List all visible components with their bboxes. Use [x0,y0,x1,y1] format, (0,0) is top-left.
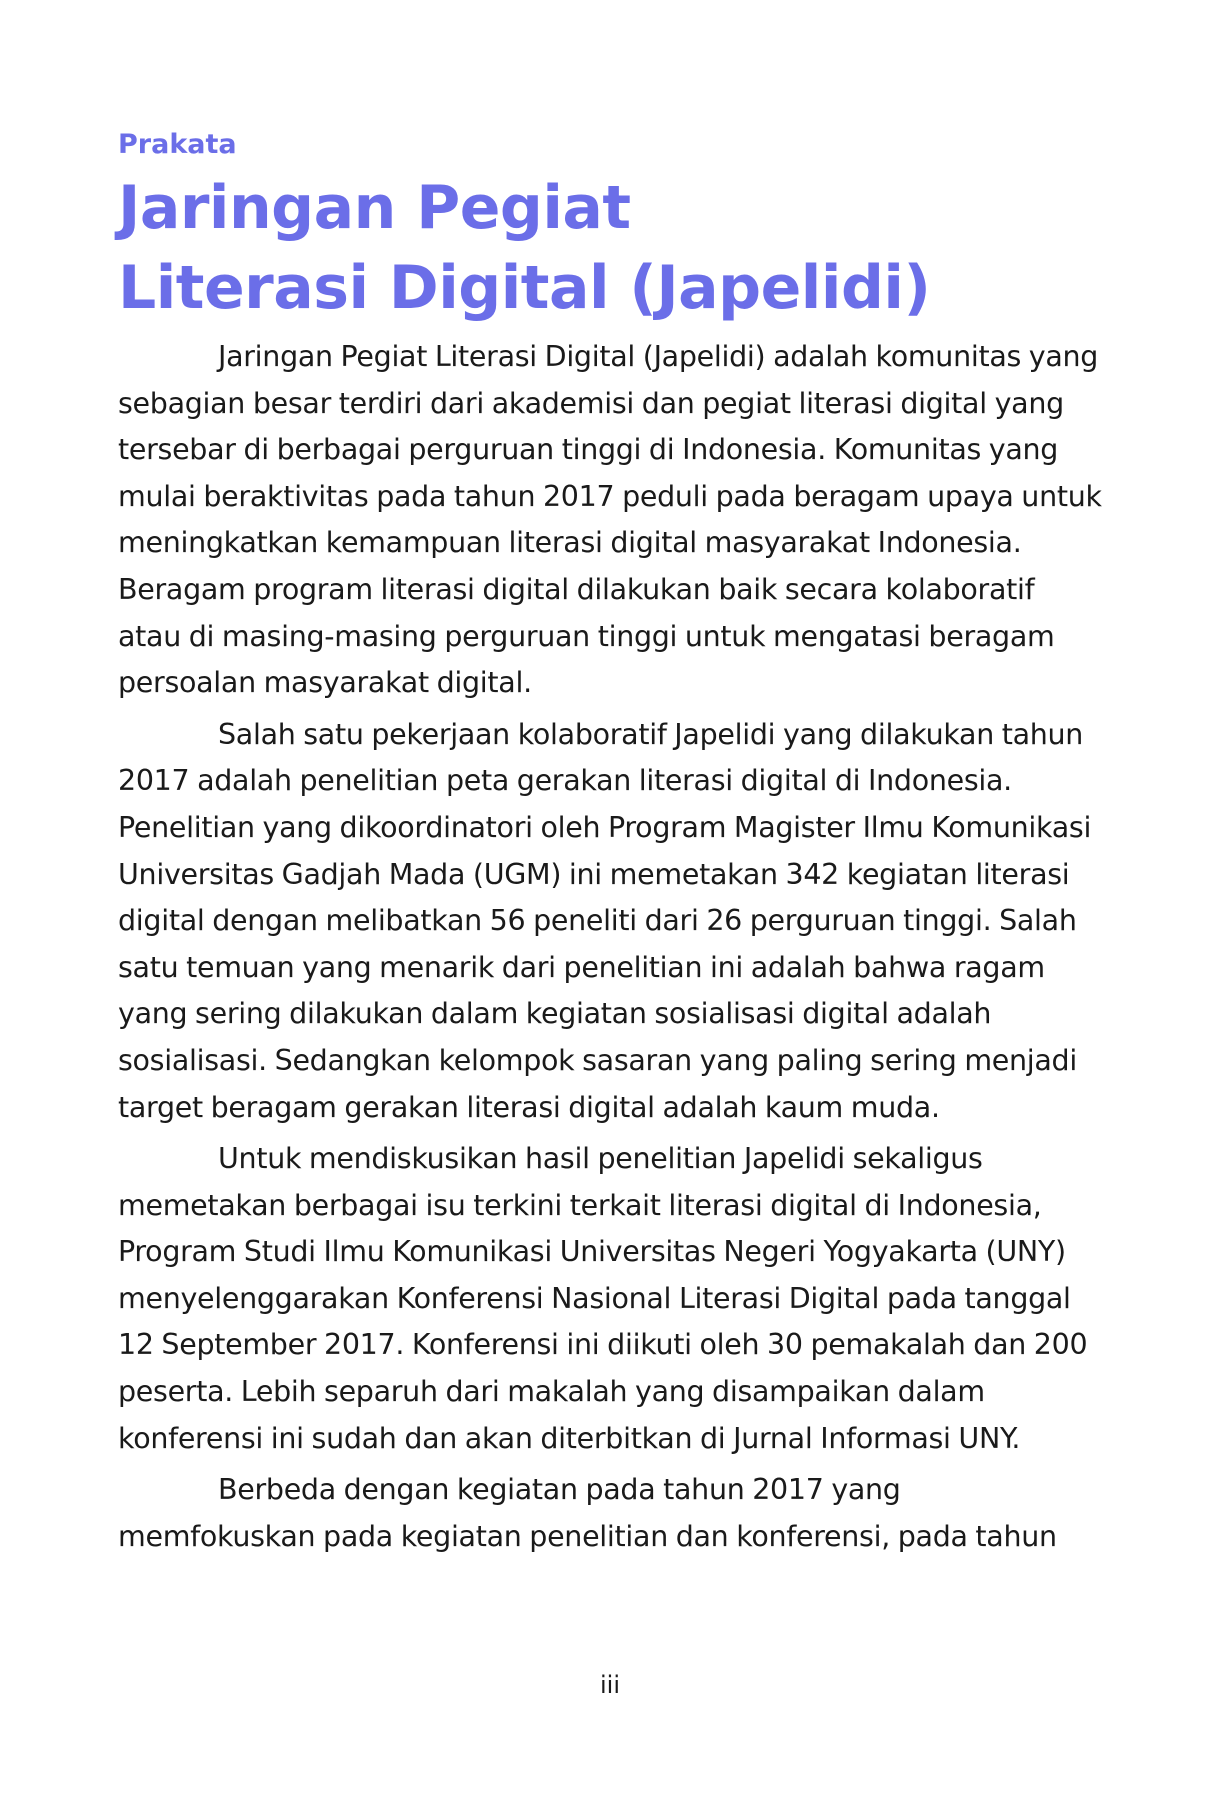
page-number: iii [599,1671,620,1699]
page-title-line-2: Literasi Digital (Japelidi) [118,253,931,323]
page-title-line-1: Jaringan Pegiat [118,173,631,243]
paragraph-2: Salah satu pekerjaan kolaboratif Japelidi yang dilakukan tahun 2017 adalah penelitian peta gerakan literasi digital di Indonesia. Penelitian yang dikoordinatori oleh Program Magister Ilmu Komunikasi Universitas Gadjah Mada (UGM) ini memetakan 342 kegiatan literasi digital dengan melibatkan 56 peneliti dari 26 perguruan tinggi. Salah satu temuan yang menarik dari penelitian ini adalah bahwa ragam yang sering dilakukan dalam kegiatan sosialisasi digital adalah sosialisasi. Sedangkan kelompok sasaran yang paling sering menjadi target beragam gerakan literasi digital adalah kaum muda. [118,717,1092,1124]
page-title [118,168,1103,328]
page-content [118,128,1103,1565]
section-eyebrow: Prakata [118,129,237,160]
paragraph-3: Untuk mendiskusikan hasil penelitian Japelidi sekaligus memetakan berbagai isu terkini terkait literasi digital di Indonesia, Program Studi Ilmu Komunikasi Universitas Negeri Yogyakarta (UNY) menyelenggarakan Konferensi Nasional Literasi Digital pada tanggal 12 September 2017. Konferensi ini diikuti oleh 30 pemakalah dan 200 peserta. Lebih separuh dari makalah yang disampaikan dalam konferensi ini sudah dan akan diterbitkan di Jurnal Informasi UNY. [118,1142,1088,1455]
body-text [118,334,1103,1560]
paragraph-1: Jaringan Pegiat Literasi Digital (Japelidi) adalah komunitas yang sebagian besar terdiri dari akademisi dan pegiat literasi digital yang tersebar di berbagai perguruan tinggi di Indonesia. Komunitas yang mulai beraktivitas pada tahun 2017 peduli pada beragam upaya untuk meningkatkan kemampuan literasi digital masyarakat Indonesia. Beragam program literasi digital dilakukan baik secara kolaboratif atau di masing-masing perguruan tinggi untuk mengatasi beragam persoalan masyarakat digital. [118,340,1102,700]
paragraph-4: Berbeda dengan kegiatan pada tahun 2017 yang memfokuskan pada kegiatan penelitian dan konferensi, pada tahun [118,1473,1057,1553]
